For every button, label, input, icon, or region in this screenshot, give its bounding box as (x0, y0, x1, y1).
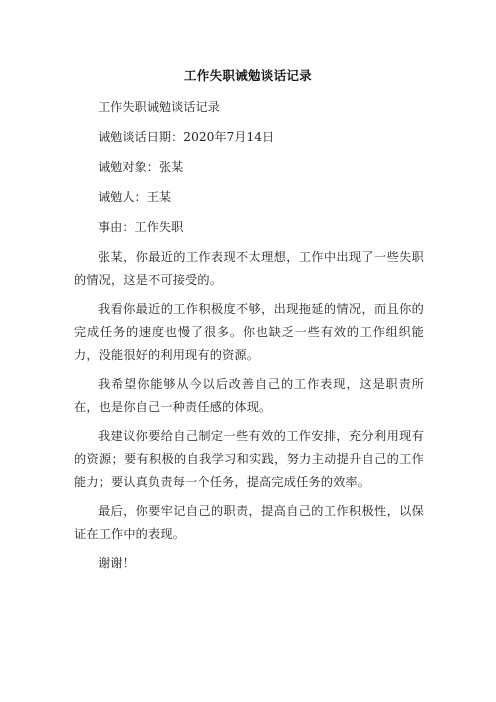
closing-line: 谢谢！ (98, 556, 136, 570)
header-line-date: 诫勉谈话日期：2020年7月14日 (98, 130, 275, 144)
header-line-title: 工作失职诫勉谈话记录 (98, 100, 220, 114)
header-line-interviewer: 诫勉人：王某 (98, 190, 172, 204)
header-line-subject: 诫勉对象：张某 (98, 160, 184, 174)
body-paragraph: 最后，你要牢记自己的职责，提高自己的工作积极性，以保证在工作中的表现。 (74, 504, 424, 541)
body-paragraph: 我希望你能够从今以后改善自己的工作表现，这是职责所在，也是你自己一种责任感的体现。 (74, 377, 424, 414)
document-body (74, 96, 424, 581)
document-title: 工作失职诫勉谈话记录 (183, 68, 312, 83)
body-paragraph: 我看你最近的工作积极度不够，出现拖延的情况，而且你的完成任务的速度也慢了很多。你也缺乏一些有效的工作组织能力，没能很好的利用现有的资源。 (74, 302, 424, 362)
body-paragraph: 张某，你最近的工作表现不太理想，工作中出现了一些失职的情况，这是不可接受的。 (74, 250, 424, 287)
header-line-reason: 事由：工作失职 (98, 220, 184, 234)
body-paragraph: 我建议你要给自己制定一些有效的工作安排，充分利用现有的资源；要有积极的自我学习和实践，努力主动提升自己的工作能力；要认真负责每一个任务，提高完成任务的效率。 (74, 429, 424, 489)
